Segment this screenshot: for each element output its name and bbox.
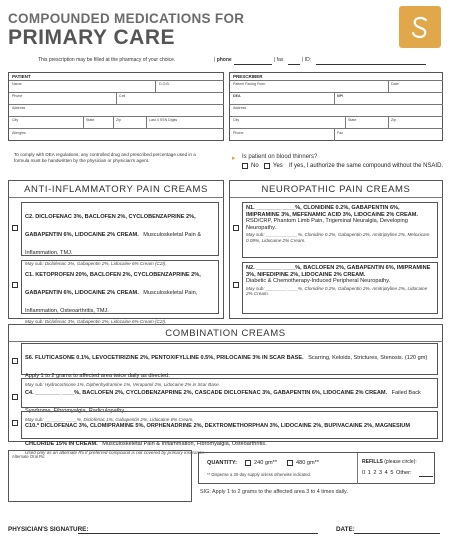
c1-formula: C1. KETOPROFEN 20%, BACLOFEN 2%, CYCLOBENZAPRINE 2%, GABAPENTIN 6%, LIDOCAINE 2% CREAM.	[25, 272, 201, 296]
no-checkbox[interactable]	[242, 163, 248, 169]
logo-s-icon	[405, 12, 435, 42]
c2-checkbox[interactable]	[12, 225, 18, 231]
n2-medication	[242, 262, 438, 314]
patient-zip-label: Zip	[116, 118, 121, 122]
c1-indication: Musculoskeletal Pain, Inflammation, Osteoarthritis, TMJ.	[25, 290, 198, 314]
c2-formula: C2. DICLOFENAC 3%, BACLOFEN 2%, CYCLOBENZAPRINE 2%, GABAPENTIN 6%, LIDOCAINE 2% CREAM.	[25, 214, 196, 238]
n1-checkbox[interactable]	[233, 225, 239, 231]
form-title-line1: COMPOUNDED MEDICATIONS FOR	[8, 11, 245, 26]
dea-notice: To comply with DEA regulations, any controlled drug and prescribed percentage used in a formula must be handwritten by the physician or physician's agent.	[14, 152, 196, 163]
patient-state-label: State	[86, 118, 95, 122]
yes-label: Yes	[273, 163, 283, 169]
refills-sub: (please circle):	[384, 459, 417, 465]
patient-header: PATIENT	[12, 74, 31, 79]
c10-checkbox[interactable]	[12, 420, 18, 426]
refill-options[interactable]: 0 1 2 3 4 5 Other:	[362, 470, 412, 476]
authorize-text: If yes, I authorize the same compound without the NSAID.	[289, 163, 444, 169]
qty-480-label: 480 gm**	[296, 460, 320, 466]
n2-checkbox[interactable]	[233, 282, 239, 288]
c4-medication	[21, 378, 438, 422]
dispense-note: ** Dispense a 30-day supply unless otherwise indicated.	[207, 472, 312, 477]
prescriber-dea-label: DEA	[233, 94, 241, 98]
patient-dob-label: D.O.B.	[159, 82, 170, 86]
c10-formula: C10.* DICLOFENAC 3%, CLOMIPRAMINE 5%, ORPHENADRINE 2%, DEXTROMETHORPHAN 3%, LIDOCAINE 2%, BUPIVACAINE 2%, MAGNESIUM CHLORIDE 15% IN CREAM.	[25, 423, 410, 447]
refills-label: REFILLS	[362, 459, 383, 465]
patient-box	[8, 72, 224, 141]
fax-label: fax	[276, 57, 284, 63]
quantity-box	[198, 452, 435, 484]
c4-maysub: May sub: ________ ____%, Diclofenac 1%, Gabapentin 2%, Lidocaine 6% Cream.	[25, 417, 194, 422]
prescriber-address-label: Address	[233, 106, 247, 110]
qty-240-label: 240 gm**	[254, 460, 278, 466]
s6-medication	[21, 343, 438, 387]
yes-checkbox[interactable]	[264, 163, 270, 169]
n1-indication: RSD/CRP, Phantom Limb Pain, Trigeminal Neuralgia, Developing Neuropathy.	[246, 218, 408, 231]
c10-medication	[21, 411, 438, 455]
prescriber-phone-label: Phone	[233, 131, 244, 135]
alternate-oral-rx-label: Alternate Oral Rx:	[12, 454, 46, 459]
c10-maysub: Used only as an alternate Rx if preferred compound is not covered by primary insurance.	[25, 450, 206, 455]
date-line[interactable]	[354, 533, 440, 534]
prescriber-zip-label: Zip	[391, 118, 396, 122]
n2-formula: N2. ________ ____%, BACLOFEN 2%, GABAPENTIN 6%, IMIPRAMINE 3%, NIFEDIPINE 2%, LIDOCAINE 2% CREAM.	[246, 265, 431, 278]
c1-checkbox[interactable]	[12, 282, 18, 288]
n2-indication: Diabetic & Chemotherapy-Induced Peripheral Neuropathy.	[246, 278, 391, 285]
date-label: DATE:	[336, 526, 355, 533]
c4-indication: Failed Back Syndrome, Fibromyalgia, Radiculopathy.	[25, 390, 421, 414]
s6-checkbox[interactable]	[12, 358, 18, 364]
c2-indication: Musculoskeletal Pain & Inflammation, TMJ.	[25, 232, 202, 256]
prescriber-fax-label: Fax	[337, 131, 343, 135]
form-title-line2: PRIMARY CARE	[8, 26, 176, 49]
prescriber-header: PRESCRIBER	[233, 74, 263, 79]
prescribe-text: This prescription may be filled at the pharmacy of your choice.	[38, 57, 176, 63]
s6-maysub: May sub: Hydrocortisone 1%, Diphenhydramine 1%, Verapamil 2%, Lidocaine 2% in Scar Base.	[25, 382, 220, 387]
no-label: No	[251, 163, 259, 169]
c2-maysub: May sub: Diclofenac 3%, Gabapentin 2%, Lidocaine 6% Cream (C2I).	[25, 261, 167, 266]
s6-indication: Scarring, Keloids, Strictures, Stenosis. (120 gm) Apply 1 to 2 grams to affected area twice daily as directed.	[25, 355, 428, 379]
prescriber-date-label: Date	[391, 82, 399, 86]
physician-signature-label: PHYSICIAN'S SIGNATURE:	[8, 526, 89, 533]
combination-title: COMBINATION CREAMS	[165, 328, 286, 339]
patient-ssn-label: Last 4 SSN Digits	[149, 118, 178, 122]
prescriber-npi-label: NPI	[337, 94, 343, 98]
c4-checkbox[interactable]	[12, 394, 18, 400]
anti-inflammatory-title: ANTI-INFLAMMATORY PAIN CREAMS	[24, 184, 208, 195]
qty-240-checkbox[interactable]	[245, 460, 251, 466]
patient-cell-label: Cell	[119, 94, 126, 98]
fax-line[interactable]	[288, 64, 300, 65]
prescriber-city-label: City	[233, 118, 240, 122]
arrow-right-icon: ▸	[232, 155, 236, 162]
brand-logo	[399, 6, 441, 48]
id-label: ID:	[304, 57, 312, 63]
c2-medication	[21, 202, 219, 266]
n2-maysub: May sub: ________ ____%, Clonidine 0.2%, Gabapentin 2%, Amitriptyline 2%, Lidocaine 2% Cream.	[246, 285, 428, 297]
c10-indication: Musculoskeletal Pain & Inflammation, Fibromyalgia, Osteoarthritis.	[102, 441, 267, 447]
c4-formula: C4. ________ ____%, BACLOFEN 2%, CYCLOBENZAPRINE 2%, CASCADE DICLOFENAC 3%, GABAPENTIN 6%, LIDOCAINE 2% CREAM.	[25, 390, 388, 396]
qty-480-checkbox[interactable]	[287, 460, 293, 466]
patient-allergies-label: Allergies	[12, 131, 26, 135]
prescriber-state-label: State	[348, 118, 357, 122]
sig-text: SIG: Apply 1 to 2 grams to the affected area 3 to 4 times daily.	[200, 489, 348, 495]
c1-medication	[21, 260, 219, 324]
patient-phone-label: Phone	[12, 94, 23, 98]
phone-label: phone	[216, 57, 232, 63]
physician-signature-line[interactable]	[78, 533, 318, 534]
phone-line[interactable]	[234, 64, 272, 65]
n1-formula: N1. ________ ____%, CLONIDINE 0.2%, GABAPENTIN 6%, IMIPRAMINE 3%, MEFENAMIC ACID 3%, LIDOCAINE 2% CREAM.	[246, 205, 418, 218]
refill-other-line[interactable]	[419, 476, 433, 477]
alternate-oral-rx-box[interactable]	[8, 450, 192, 502]
id-line[interactable]	[316, 64, 426, 65]
quantity-label: QUANTITY:	[207, 460, 238, 466]
c1-maysub: May sub: Diclofenac 3%, Gabapentin 2%, Lidocaine 6% Cream (C2I).	[25, 319, 167, 324]
prescriber-patient-facing-label: Patient Facing Form	[233, 82, 266, 86]
s6-formula: S6. FLUTICASONE 0.1%, LEVOCETIRIZINE 2%, PENTOXIFYLLINE 0.5%, PRILOCAINE 3% IN SCAR BASE.	[25, 355, 304, 361]
n1-maysub: May sub: ________ ____%, Clonidine 0.2%, Gabapentin 2%, Amitriptyline 2%, Meloxicam 0.09%, Lidocaine 2% Cream.	[246, 232, 430, 243]
prescriber-box	[229, 72, 443, 141]
patient-address-label: Address	[12, 106, 26, 110]
patient-city-label: City	[12, 118, 19, 122]
n1-medication	[242, 202, 438, 258]
neuropathic-title: NEUROPATHIC PAIN CREAMS	[261, 184, 411, 195]
blood-thinners-question: Is patient on blood thinners?	[242, 154, 318, 160]
patient-name-label: Name	[12, 82, 22, 86]
